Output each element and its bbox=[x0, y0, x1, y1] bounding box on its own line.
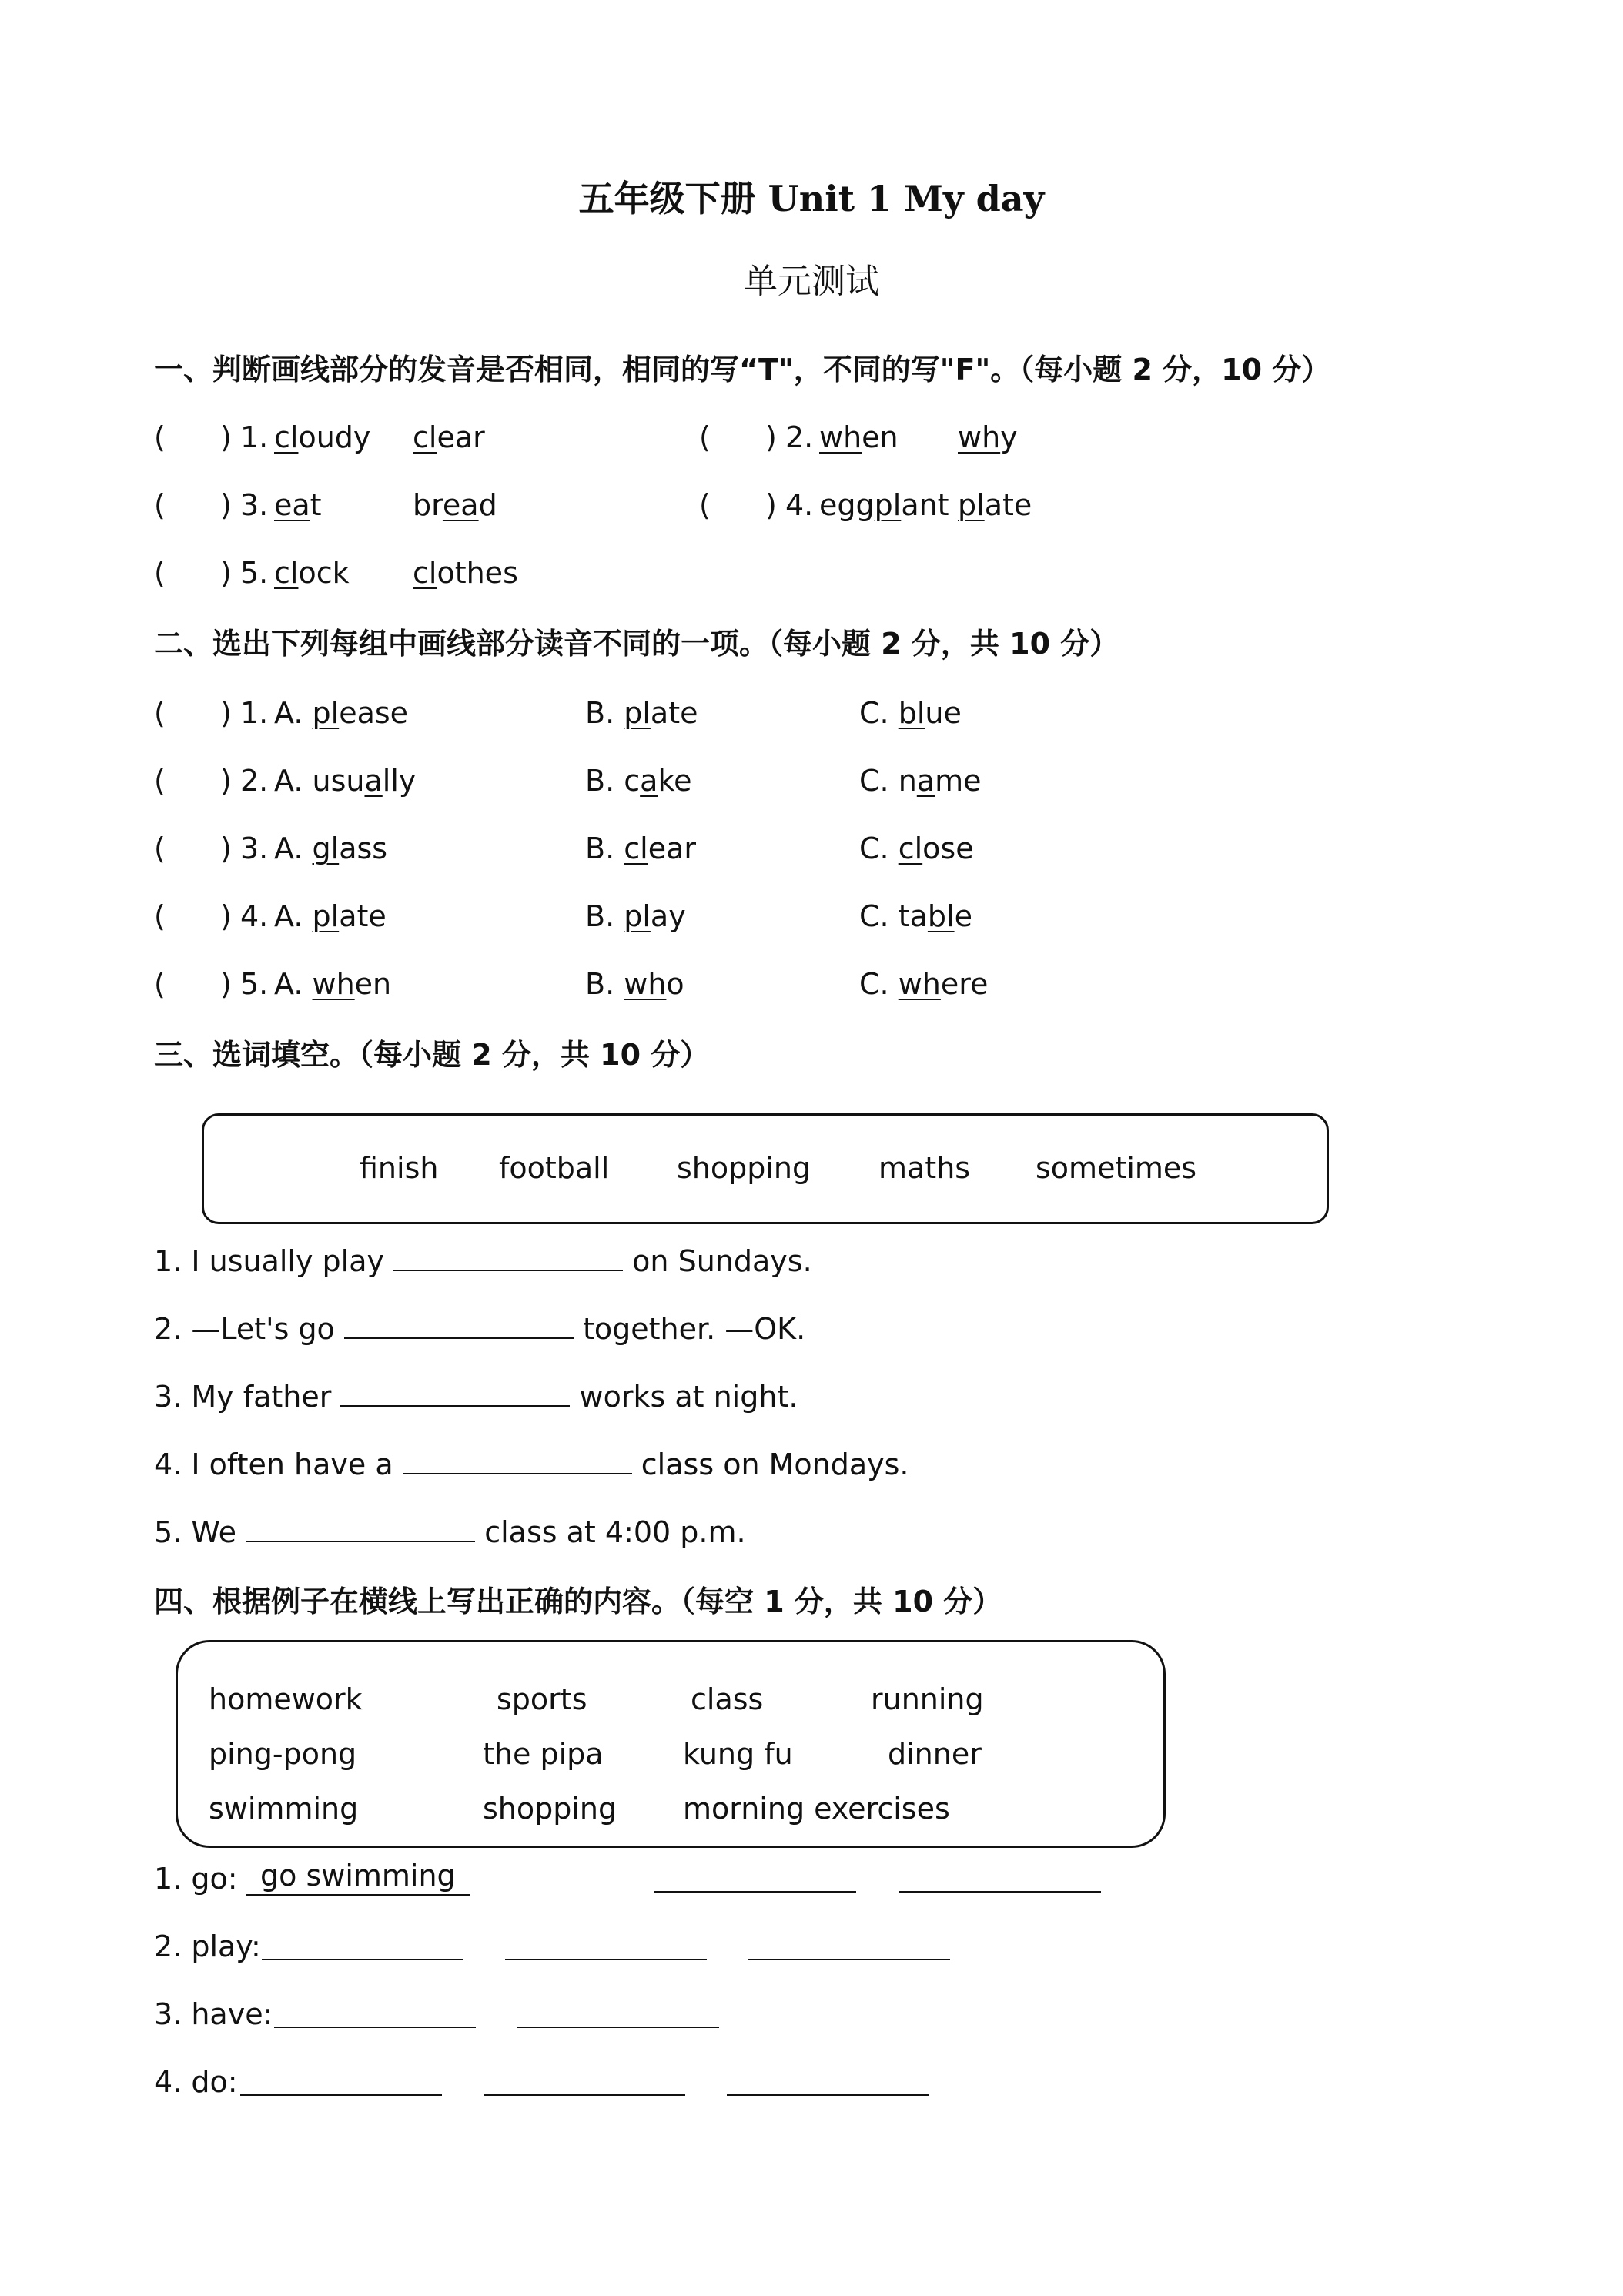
judge-question bbox=[699, 416, 1315, 459]
word-text: d bbox=[478, 488, 497, 522]
answer-blank[interactable] bbox=[171, 490, 217, 520]
close-paren: ) bbox=[220, 556, 232, 590]
question-number: 2. bbox=[785, 420, 814, 454]
option-letter: B. bbox=[585, 696, 624, 730]
answer-blank[interactable] bbox=[171, 901, 217, 932]
open-paren: ( bbox=[154, 967, 166, 1001]
sentence-start: 5. We bbox=[154, 1515, 246, 1549]
word-text: oudy bbox=[298, 420, 371, 454]
section2-heading: 二、选出下列每组中画线部分读音不同的一项。（每小题 2 分，共 10 分） bbox=[154, 627, 1119, 661]
word-1 bbox=[274, 484, 322, 527]
underlined-part: pl bbox=[958, 488, 985, 522]
section4-heading: 四、根据例子在横线上写出正确的内容。（每空 1 分，共 10 分） bbox=[154, 1585, 1002, 1618]
word-text: t bbox=[310, 488, 322, 522]
option-letter: C. bbox=[859, 899, 899, 933]
word-2 bbox=[413, 416, 485, 459]
section3-heading: 三、选词填空。（每小题 2 分，共 10 分） bbox=[154, 1038, 710, 1072]
close-paren: ) bbox=[220, 899, 232, 933]
fill-in-sentence bbox=[154, 1511, 1232, 1554]
open-paren: ( bbox=[154, 832, 166, 865]
word-bank-word: sports bbox=[497, 1682, 587, 1716]
answer-blank[interactable] bbox=[484, 2067, 685, 2096]
question-number: 3. bbox=[240, 832, 269, 865]
option-letter: B. bbox=[585, 967, 624, 1001]
word-1 bbox=[274, 416, 370, 459]
choice-question bbox=[154, 827, 1386, 870]
option-a[interactable] bbox=[274, 759, 416, 802]
phrase-row bbox=[154, 1857, 1309, 1900]
word-bank-word: shopping bbox=[677, 1151, 812, 1185]
option-a[interactable] bbox=[274, 691, 408, 735]
example-answer bbox=[246, 1857, 470, 1896]
word-text: ate bbox=[984, 488, 1032, 522]
fill-in-sentence bbox=[154, 1307, 1232, 1350]
word-1 bbox=[274, 551, 350, 594]
word-text: e bbox=[954, 899, 972, 933]
page-subtitle: 单元测试 bbox=[744, 262, 879, 301]
underlined-part: bl bbox=[927, 899, 955, 933]
underlined-part: pl bbox=[874, 488, 902, 522]
question-number: 5. bbox=[240, 556, 269, 590]
option-c[interactable] bbox=[859, 759, 982, 802]
answer-blank[interactable] bbox=[899, 1863, 1101, 1893]
open-paren: ( bbox=[154, 556, 166, 590]
example-text: go swimming bbox=[260, 1859, 456, 1893]
word-text: ue bbox=[925, 696, 962, 730]
open-paren: ( bbox=[699, 488, 711, 522]
close-paren: ) bbox=[220, 420, 232, 454]
underlined-part: cl bbox=[898, 832, 923, 865]
underlined-part: cl bbox=[274, 420, 299, 454]
underlined-part: cl bbox=[274, 556, 299, 590]
word-text: ear bbox=[648, 832, 696, 865]
sentence-end: works at night. bbox=[570, 1380, 798, 1414]
word-bank-word: running bbox=[871, 1682, 984, 1716]
word-text: ke bbox=[658, 764, 692, 798]
underlined-part: wh bbox=[312, 967, 355, 1001]
option-letter: C. bbox=[859, 696, 899, 730]
underlined-part: wh bbox=[624, 967, 667, 1001]
word-bank-word: shopping bbox=[483, 1792, 617, 1826]
question-number: 2. bbox=[240, 764, 269, 798]
option-a[interactable] bbox=[274, 827, 387, 870]
sentence-start: 3. My father bbox=[154, 1380, 341, 1414]
word-bank-word: morning exercises bbox=[683, 1792, 950, 1826]
word-text: othes bbox=[437, 556, 518, 590]
answer-blank[interactable] bbox=[262, 1931, 463, 1960]
close-paren: ) bbox=[220, 832, 232, 865]
word-text: usu bbox=[312, 764, 365, 798]
word-bank-word: football bbox=[499, 1151, 610, 1185]
answer-blank[interactable] bbox=[171, 969, 217, 999]
question-number: 3. bbox=[240, 488, 269, 522]
open-paren: ( bbox=[154, 764, 166, 798]
sentence-end: class on Mondays. bbox=[631, 1448, 909, 1481]
word-text: ate bbox=[650, 696, 698, 730]
sentence-end: together. —OK. bbox=[573, 1312, 806, 1346]
option-letter: A. bbox=[274, 832, 313, 865]
word-text: n bbox=[898, 764, 917, 798]
option-letter: C. bbox=[859, 764, 899, 798]
option-b[interactable] bbox=[585, 895, 686, 938]
judge-question bbox=[154, 416, 770, 459]
question-number: 4. bbox=[785, 488, 814, 522]
sentence-text bbox=[154, 1511, 746, 1554]
sentence-text bbox=[154, 1375, 798, 1418]
phrase-row bbox=[154, 1925, 1309, 1968]
word-bank-word: sometimes bbox=[1036, 1151, 1197, 1185]
page-title: 五年级下册 Unit 1 My day bbox=[578, 178, 1045, 219]
word-bank-word: swimming bbox=[209, 1792, 359, 1826]
open-paren: ( bbox=[154, 488, 166, 522]
answer-blank[interactable] bbox=[654, 1863, 856, 1893]
close-paren: ) bbox=[765, 488, 777, 522]
answer-blank[interactable] bbox=[727, 2067, 929, 2096]
answer-blank[interactable] bbox=[403, 1445, 632, 1474]
underlined-part: cl bbox=[624, 832, 648, 865]
word-text: ease bbox=[339, 696, 409, 730]
word-text: o bbox=[666, 967, 684, 1001]
word-2 bbox=[958, 416, 1018, 459]
answer-blank[interactable] bbox=[517, 1999, 719, 2028]
word-bank-box bbox=[176, 1640, 1166, 1848]
choice-question bbox=[154, 895, 1386, 938]
phrase-verb-label: 1. go: bbox=[154, 1862, 238, 1896]
word-text: ere bbox=[940, 967, 989, 1001]
question-number: 1. bbox=[240, 420, 269, 454]
underlined-part: a bbox=[640, 764, 658, 798]
answer-blank[interactable] bbox=[716, 490, 762, 520]
word-bank-word: dinner bbox=[888, 1737, 982, 1771]
answer-blank[interactable] bbox=[340, 1377, 570, 1407]
word-text: ose bbox=[922, 832, 974, 865]
choice-question bbox=[154, 691, 1386, 735]
underlined-part: ea bbox=[274, 488, 310, 522]
close-paren: ) bbox=[765, 420, 777, 454]
underlined-part: pl bbox=[624, 899, 651, 933]
option-b[interactable] bbox=[585, 962, 684, 1006]
answer-blank[interactable] bbox=[171, 698, 217, 728]
underlined-part: a bbox=[916, 764, 935, 798]
phrase-verb-label: 3. have: bbox=[154, 1997, 273, 2031]
word-2 bbox=[958, 484, 1032, 527]
fill-in-sentence bbox=[154, 1375, 1232, 1418]
word-bank-word: homework bbox=[209, 1682, 363, 1716]
option-c[interactable] bbox=[859, 962, 988, 1006]
answer-blank[interactable] bbox=[748, 1931, 950, 1960]
answer-blank[interactable] bbox=[505, 1931, 707, 1960]
word-bank-box bbox=[202, 1113, 1329, 1224]
underlined-part: pl bbox=[312, 899, 340, 933]
sentence-start: 2. —Let's go bbox=[154, 1312, 344, 1346]
sentence-end: on Sundays. bbox=[623, 1244, 812, 1278]
underlined-part: pl bbox=[312, 696, 340, 730]
open-paren: ( bbox=[154, 420, 166, 454]
phrase-verb-label: 2. play: bbox=[154, 1930, 261, 1963]
fill-in-sentence bbox=[154, 1443, 1232, 1486]
sentence-start: 1. I usually play bbox=[154, 1244, 394, 1278]
option-letter: B. bbox=[585, 764, 624, 798]
word-text: ant bbox=[901, 488, 949, 522]
word-text: y bbox=[1000, 420, 1018, 454]
sentence-text bbox=[154, 1443, 909, 1486]
answer-blank[interactable] bbox=[393, 1242, 623, 1271]
word-1 bbox=[819, 484, 949, 527]
word-text: ass bbox=[339, 832, 388, 865]
option-letter: B. bbox=[585, 832, 624, 865]
word-bank-word: the pipa bbox=[483, 1737, 604, 1771]
close-paren: ) bbox=[220, 967, 232, 1001]
option-c[interactable] bbox=[859, 691, 962, 735]
sentence-text bbox=[154, 1240, 812, 1283]
word-text: lly bbox=[382, 764, 417, 798]
option-letter: C. bbox=[859, 832, 899, 865]
answer-blank[interactable] bbox=[344, 1310, 574, 1339]
question-number: 1. bbox=[240, 696, 269, 730]
word-text: ear bbox=[437, 420, 485, 454]
open-paren: ( bbox=[154, 899, 166, 933]
word-text: br bbox=[413, 488, 443, 522]
section1-heading: 一、判断画线部分的发音是否相同，相同的写“T"，不同的写"F"。（每小题 2 分，10 分） bbox=[154, 353, 1331, 387]
answer-blank[interactable] bbox=[716, 422, 762, 453]
choice-question bbox=[154, 962, 1386, 1006]
word-bank-word: maths bbox=[878, 1151, 971, 1185]
answer-blank[interactable] bbox=[171, 765, 217, 796]
answer-blank[interactable] bbox=[171, 422, 217, 453]
close-paren: ) bbox=[220, 764, 232, 798]
underlined-part: cl bbox=[413, 420, 437, 454]
option-a[interactable] bbox=[274, 895, 387, 938]
judge-question bbox=[699, 484, 1315, 527]
word-bank-word: kung fu bbox=[683, 1737, 793, 1771]
sentence-start: 4. I often have a bbox=[154, 1448, 403, 1481]
sentence-text bbox=[154, 1307, 805, 1350]
open-paren: ( bbox=[154, 696, 166, 730]
underlined-part: wh bbox=[819, 420, 862, 454]
answer-blank[interactable] bbox=[246, 1513, 475, 1542]
word-bank-word: class bbox=[691, 1682, 764, 1716]
sentence-end: class at 4:00 p.m. bbox=[475, 1515, 746, 1549]
judge-question bbox=[154, 484, 770, 527]
option-letter: A. bbox=[274, 967, 313, 1001]
open-paren: ( bbox=[699, 420, 711, 454]
answer-blank[interactable] bbox=[171, 557, 217, 588]
phrase-verb-label: 4. do: bbox=[154, 2065, 238, 2099]
word-2 bbox=[413, 551, 518, 594]
question-number: 5. bbox=[240, 967, 269, 1001]
choice-question bbox=[154, 759, 1386, 802]
word-text: ock bbox=[298, 556, 350, 590]
option-letter: A. bbox=[274, 899, 313, 933]
underlined-part: pl bbox=[624, 696, 651, 730]
word-text: en bbox=[354, 967, 392, 1001]
option-a[interactable] bbox=[274, 962, 391, 1006]
underlined-part: cl bbox=[413, 556, 437, 590]
close-paren: ) bbox=[220, 696, 232, 730]
answer-blank[interactable] bbox=[274, 1999, 476, 2028]
option-letter: A. bbox=[274, 764, 313, 798]
underlined-part: wh bbox=[898, 967, 941, 1001]
word-text: en bbox=[862, 420, 899, 454]
phrase-row bbox=[154, 1993, 1309, 2036]
underlined-part: wh bbox=[958, 420, 1001, 454]
fill-in-sentence bbox=[154, 1240, 1232, 1283]
answer-blank[interactable] bbox=[240, 2067, 442, 2096]
word-text: ay bbox=[650, 899, 686, 933]
underlined-part: a bbox=[364, 764, 383, 798]
word-2 bbox=[413, 484, 497, 527]
option-letter: A. bbox=[274, 696, 313, 730]
option-letter: C. bbox=[859, 967, 899, 1001]
answer-blank[interactable] bbox=[171, 833, 217, 864]
underlined-part: ea bbox=[442, 488, 479, 522]
word-text: c bbox=[624, 764, 641, 798]
phrase-row bbox=[154, 2060, 1309, 2104]
underlined-part: gl bbox=[312, 832, 340, 865]
option-b[interactable] bbox=[585, 827, 696, 870]
word-text: ta bbox=[898, 899, 928, 933]
option-c[interactable] bbox=[859, 827, 974, 870]
option-b[interactable] bbox=[585, 691, 698, 735]
option-c[interactable] bbox=[859, 895, 972, 938]
close-paren: ) bbox=[220, 488, 232, 522]
option-letter: B. bbox=[585, 899, 624, 933]
judge-question bbox=[154, 551, 770, 594]
word-text: ate bbox=[339, 899, 387, 933]
question-number: 4. bbox=[240, 899, 269, 933]
word-text: egg bbox=[819, 488, 875, 522]
word-bank-word: ping-pong bbox=[209, 1737, 357, 1771]
word-1 bbox=[819, 416, 899, 459]
option-b[interactable] bbox=[585, 759, 691, 802]
word-text: me bbox=[935, 764, 982, 798]
word-bank-word: finish bbox=[360, 1151, 439, 1185]
underlined-part: bl bbox=[898, 696, 925, 730]
